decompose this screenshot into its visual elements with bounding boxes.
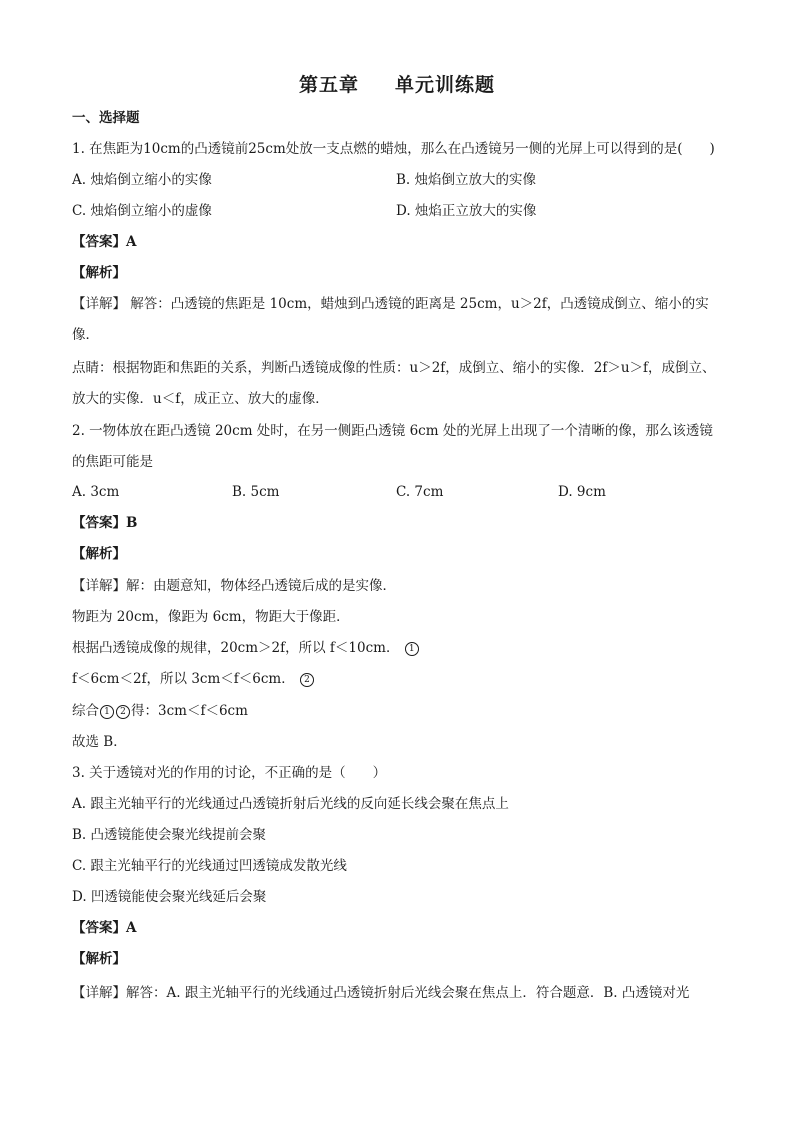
question-1-note-line-1: 点睛：根据物距和焦距的关系，判断凸透镜成像的性质：u＞2f，成倒立、缩小的实像．2f＞u＞f，成倒立、: [72, 360, 716, 376]
chapter-subtitle: 单元训练题: [395, 74, 496, 96]
question-2-detail-line-4-text: f＜6cm＜2f，所以 3cm＜f＜6cm．: [72, 671, 295, 687]
question-3-option-a: A. 跟主光轴平行的光线通过凸透镜折射后光线的反向延长线会聚在焦点上: [72, 796, 509, 812]
question-3-option-c: C. 跟主光轴平行的光线通过凹透镜成发散光线: [72, 858, 347, 874]
question-2-detail-line-3: [72, 638, 420, 658]
question-1-analysis-label: 【解析】: [72, 265, 126, 281]
question-1-detail-line-1: 【详解】 解答：凸透镜的焦距是 10cm，蜡烛到凸透镜的距离是 25cm，u＞2f，凸透镜成倒立、缩小的实: [72, 296, 709, 312]
question-2-option-d: D. 9cm: [558, 484, 606, 500]
question-1-stem: 1. 在焦距为10cm的凸透镜前25cm处放一支点燃的蜡烛，那么在凸透镜另一侧的光屏上可以得到的是( ): [72, 141, 715, 157]
section-heading: 一、选择题: [72, 110, 140, 126]
question-1-answer: 【答案】A: [72, 234, 137, 250]
question-1-option-b: B. 烛焰倒立放大的实像: [396, 172, 537, 188]
question-2-detail-line-3-text: 根据凸透镜成像的规律，20cm＞2f，所以 f＜10cm．: [72, 640, 400, 656]
question-3-analysis-label: 【解析】: [72, 951, 126, 967]
circled-number-1: 1: [405, 642, 419, 656]
question-2-detail-line-5-prefix: 综合: [72, 703, 99, 719]
question-2-option-a: A. 3cm: [72, 484, 120, 500]
question-2-detail-line-4: [72, 669, 315, 689]
question-3-answer: 【答案】A: [72, 920, 137, 936]
page-title: [0, 70, 794, 97]
question-3-option-b: B. 凸透镜能使会聚光线提前会聚: [72, 827, 267, 843]
question-1-note-line-2: 放大的实像．u＜f，成正立、放大的虚像．: [72, 391, 329, 407]
question-2-analysis-label: 【解析】: [72, 546, 126, 562]
question-2-answer: 【答案】B: [72, 515, 138, 531]
question-2-option-b: B. 5cm: [232, 484, 280, 500]
question-2-detail-line-2: 物距为 20cm，像距为 6cm，物距大于像距．: [72, 609, 350, 625]
question-2-detail-line-5: [72, 701, 248, 721]
circled-number-2-ref: 2: [116, 705, 130, 719]
question-1-option-d: D. 烛焰正立放大的实像: [396, 203, 537, 219]
chapter-label: 第五章: [298, 74, 359, 96]
question-3-option-d: D. 凹透镜能使会聚光线延后会聚: [72, 889, 267, 905]
question-3-detail-line-1: 【详解】解答：A. 跟主光轴平行的光线通过凸透镜折射后光线会聚在焦点上．符合题意．B. 凸透镜对光: [72, 985, 690, 1001]
question-2-detail-line-5-suffix: 得：3cm＜f＜6cm: [131, 703, 248, 719]
question-2-detail-line-6: 故选 B．: [72, 734, 127, 750]
circled-number-2: 2: [300, 673, 314, 687]
question-1-option-c: C. 烛焰倒立缩小的虚像: [72, 203, 212, 219]
question-1-detail-line-2: 像．: [72, 327, 99, 343]
question-1-option-a: A. 烛焰倒立缩小的实像: [72, 172, 212, 188]
circled-number-1-ref: 1: [100, 705, 114, 719]
question-2-stem-line-2: 的焦距可能是: [72, 454, 153, 470]
question-3-stem: 3. 关于透镜对光的作用的讨论，不正确的是（ ）: [72, 765, 387, 781]
question-2-option-c: C. 7cm: [396, 484, 444, 500]
question-2-detail-line-1: 【详解】解：由题意知，物体经凸透镜后成的是实像．: [72, 578, 396, 594]
question-2-stem-line-1: 2. 一物体放在距凸透镜 20cm 处时，在另一侧距凸透镜 6cm 处的光屏上出现了一个清晰的像，那么该透镜: [72, 423, 713, 439]
